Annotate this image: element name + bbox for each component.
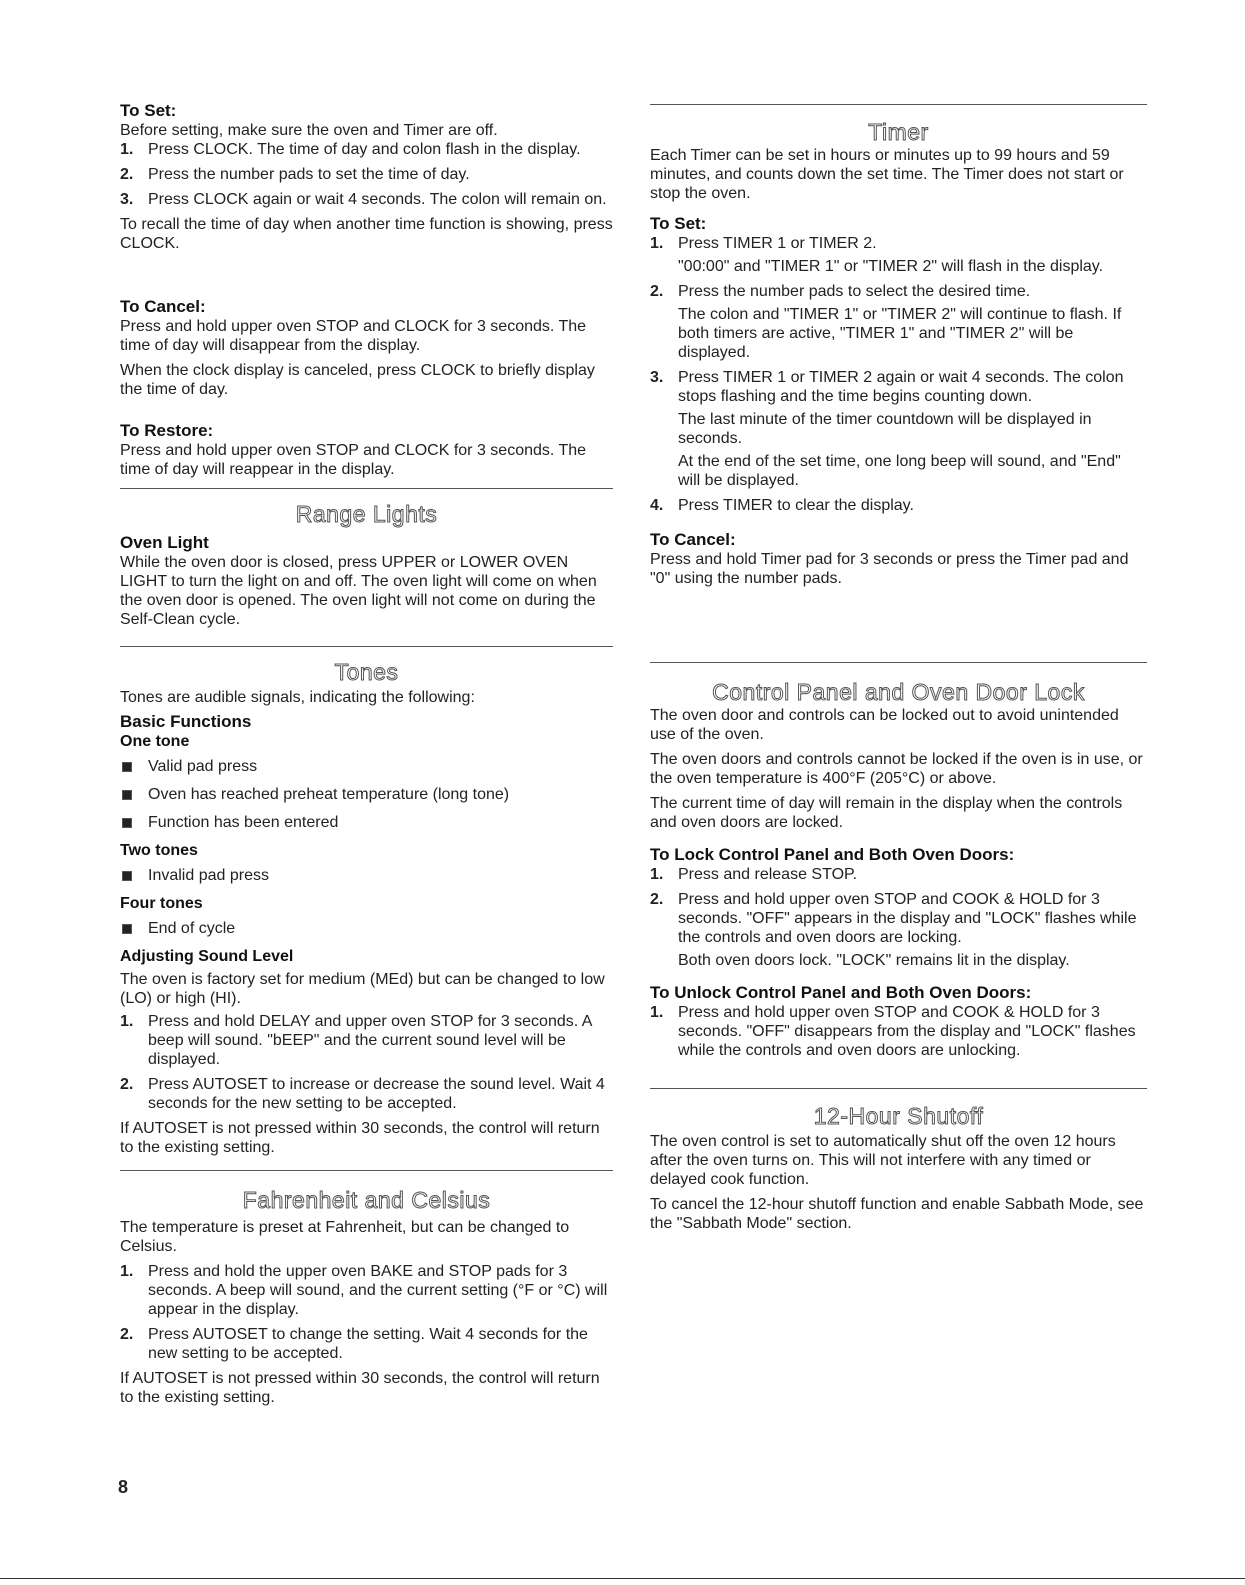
step-text: Press and hold upper oven STOP and COOK & HOLD for 3 seconds. "OFF" appears in the display and "LOCK" flashes while the controls and oven doors are locking. — [678, 891, 1137, 946]
step-detail: Both oven doors lock. "LOCK" remains lit in the display. — [678, 952, 1070, 969]
timer-section — [650, 118, 1147, 588]
step-number: 2. — [120, 1326, 134, 1343]
paragraph: Before setting, make sure the oven and Timer are off. — [120, 122, 498, 139]
paragraph: While the oven door is closed, press UPPER or LOWER OVEN LIGHT to turn the light on and off. The oven light will come on when the oven door is opened. The oven light will not come on during the Self-Clean cycle. — [120, 554, 597, 628]
bullet-item — [120, 757, 613, 776]
paragraph: The oven doors and controls cannot be locked if the oven is in use, or the oven temperature is 400°F (205°C) or above. — [650, 751, 1143, 787]
paragraph: If AUTOSET is not pressed within 30 seconds, the control will return to the existing setting. — [120, 1120, 600, 1156]
step-number: 1. — [120, 1013, 134, 1030]
bullet-text: Oven has reached preheat temperature (long tone) — [148, 786, 510, 803]
step-text: Press and release STOP. — [678, 866, 858, 883]
step-list — [650, 234, 1147, 515]
step-list — [650, 1003, 1147, 1060]
step-item — [650, 282, 1147, 362]
step-number: 1. — [120, 1263, 134, 1280]
step-number: 3. — [120, 191, 134, 208]
step-detail: The colon and "TIMER 1" or "TIMER 2" will continue to flash. If both timers are active, "TIMER 1" and "TIMER 2" will be displayed. — [678, 306, 1122, 361]
bullet-text: Invalid pad press — [148, 867, 269, 884]
step-number: 4. — [650, 497, 664, 514]
paragraph: If AUTOSET is not pressed within 30 seconds, the control will return to the existing setting. — [120, 1370, 600, 1406]
subheading: One tone — [120, 733, 190, 750]
divider — [650, 662, 1147, 663]
section-title: Range Lights — [295, 501, 438, 527]
paragraph: Each Timer can be set in hours or minutes up to 99 hours and 59 minutes, and counts down the set time. The Timer does not start or stop the oven. — [650, 147, 1124, 202]
step-detail: The last minute of the timer countdown will be displayed in seconds. — [678, 411, 1092, 447]
paragraph: The oven is factory set for medium (MEd) but can be changed to low (LO) or high (HI). — [120, 971, 605, 1007]
paragraph: Press and hold upper oven STOP and CLOCK for 3 seconds. The time of day will reappear in the display. — [120, 442, 587, 478]
step-item — [650, 368, 1147, 490]
paragraph: To recall the time of day when another time function is showing, press CLOCK. — [120, 216, 613, 252]
section-heading: To Unlock Control Panel and Both Oven Doors: — [650, 983, 1032, 1002]
step-item — [120, 1075, 613, 1113]
bullet-text: Function has been entered — [148, 814, 339, 831]
step-item — [120, 1012, 613, 1069]
subheading: Basic Functions — [120, 712, 252, 731]
paragraph: Press and hold Timer pad for 3 seconds or press the Timer pad and "0" using the number pads. — [650, 551, 1129, 587]
bullet-list — [120, 757, 613, 832]
clock-set-section — [120, 100, 613, 253]
divider — [650, 1088, 1147, 1089]
section-heading: To Lock Control Panel and Both Oven Doors: — [650, 845, 1015, 864]
step-text: Press TIMER to clear the display. — [678, 497, 914, 514]
step-number: 1. — [650, 866, 664, 883]
step-detail: At the end of the set time, one long beep will sound, and "End" will be displayed. — [678, 453, 1121, 489]
step-item — [650, 890, 1147, 970]
lock-section — [650, 678, 1147, 1066]
step-item — [650, 496, 1147, 515]
step-text: Press and hold DELAY and upper oven STOP for 3 seconds. A beep will sound. "bEEP" and the current sound level will be displayed. — [148, 1013, 592, 1068]
section-heading: To Set: — [120, 101, 177, 120]
bullet-item — [120, 785, 613, 804]
step-item — [120, 165, 613, 184]
step-item — [120, 190, 613, 209]
section-title: Fahrenheit and Celsius — [242, 1187, 491, 1213]
step-detail: "00:00" and "TIMER 1" or "TIMER 2" will flash in the display. — [678, 258, 1104, 275]
divider — [120, 488, 613, 489]
fahrenheit-section — [120, 1186, 613, 1407]
section-heading: To Restore: — [120, 421, 214, 440]
step-number: 1. — [650, 235, 664, 252]
step-item — [650, 234, 1147, 276]
shutoff-section — [650, 1102, 1147, 1233]
subheading: Oven Light — [120, 533, 209, 552]
step-list — [650, 865, 1147, 970]
step-list — [120, 140, 613, 209]
step-text: Press AUTOSET to increase or decrease the sound level. Wait 4 seconds for the new setting to be accepted. — [148, 1076, 605, 1112]
clock-restore-section — [120, 420, 613, 479]
step-text: Press the number pads to select the desired time. — [678, 283, 1031, 300]
paragraph: The current time of day will remain in the display when the controls and oven doors are locked. — [650, 795, 1123, 831]
range-lights-section — [120, 500, 613, 629]
bullet-item — [120, 866, 613, 885]
section-heading: To Set: — [650, 214, 707, 233]
paragraph: To cancel the 12-hour shutoff function and enable Sabbath Mode, see the "Sabbath Mode" section. — [650, 1196, 1144, 1232]
clock-cancel-section — [120, 296, 613, 399]
paragraph: The temperature is preset at Fahrenheit, but can be changed to Celsius. — [120, 1219, 570, 1255]
square-bullet-icon — [122, 818, 132, 828]
bullet-list — [120, 919, 613, 938]
step-number: 1. — [650, 1004, 664, 1021]
step-text: Press TIMER 1 or TIMER 2. — [678, 235, 877, 252]
square-bullet-icon — [122, 790, 132, 800]
divider — [120, 646, 613, 647]
step-number: 2. — [650, 283, 664, 300]
step-item — [120, 140, 613, 159]
section-title: Timer — [868, 119, 929, 145]
bullet-item — [120, 919, 613, 938]
section-title: 12-Hour Shutoff — [813, 1103, 984, 1129]
bullet-item — [120, 813, 613, 832]
bullet-list — [120, 866, 613, 885]
step-item — [120, 1262, 613, 1319]
paragraph: The oven door and controls can be locked out to avoid unintended use of the oven. — [650, 707, 1119, 743]
subheading: Four tones — [120, 895, 203, 912]
step-item — [650, 865, 1147, 884]
bullet-text: Valid pad press — [148, 758, 258, 775]
step-list — [120, 1012, 613, 1113]
section-heading: To Cancel: — [650, 530, 736, 549]
step-number: 3. — [650, 369, 664, 386]
bullet-text: End of cycle — [148, 920, 236, 937]
paragraph: Tones are audible signals, indicating the following: — [120, 689, 475, 706]
subheading: Two tones — [120, 842, 198, 859]
step-text: Press and hold upper oven STOP and COOK & HOLD for 3 seconds. "OFF" disappears from the display and "LOCK" flashes while the controls and oven doors are unlocking. — [678, 1004, 1136, 1059]
step-number: 2. — [120, 166, 134, 183]
tones-section — [120, 658, 613, 1157]
page-number: 8 — [118, 1477, 129, 1497]
step-text: Press AUTOSET to change the setting. Wait 4 seconds for the new setting to be accepted. — [148, 1326, 588, 1362]
step-text: Press and hold the upper oven BAKE and STOP pads for 3 seconds. A beep will sound, and the current setting (°F or °C) will appear in the display. — [148, 1263, 608, 1318]
divider — [120, 1170, 613, 1171]
divider — [650, 104, 1147, 105]
step-item — [120, 1325, 613, 1363]
step-number: 2. — [650, 891, 664, 908]
subheading: Adjusting Sound Level — [120, 948, 294, 965]
step-item — [650, 1003, 1147, 1060]
paragraph: When the clock display is canceled, press CLOCK to briefly display the time of day. — [120, 362, 595, 398]
section-title: Tones — [334, 659, 399, 685]
square-bullet-icon — [122, 762, 132, 772]
square-bullet-icon — [122, 924, 132, 934]
step-text: Press TIMER 1 or TIMER 2 again or wait 4 seconds. The colon stops flashing and the time begins counting down. — [678, 369, 1124, 405]
step-list — [120, 1262, 613, 1363]
step-number: 2. — [120, 1076, 134, 1093]
step-text: Press CLOCK again or wait 4 seconds. The colon will remain on. — [148, 191, 607, 208]
step-text: Press the number pads to set the time of day. — [148, 166, 470, 183]
step-text: Press CLOCK. The time of day and colon flash in the display. — [148, 141, 581, 158]
paragraph: The oven control is set to automatically shut off the oven 12 hours after the oven turns on. This will not interfere with any timed or delayed cook function. — [650, 1133, 1116, 1188]
paragraph: Press and hold upper oven STOP and CLOCK for 3 seconds. The time of day will disappear from the display. — [120, 318, 587, 354]
step-number: 1. — [120, 141, 134, 158]
section-title: Control Panel and Oven Door Lock — [712, 679, 1085, 705]
square-bullet-icon — [122, 871, 132, 881]
section-heading: To Cancel: — [120, 297, 206, 316]
page-edge-rule — [0, 1578, 1245, 1579]
